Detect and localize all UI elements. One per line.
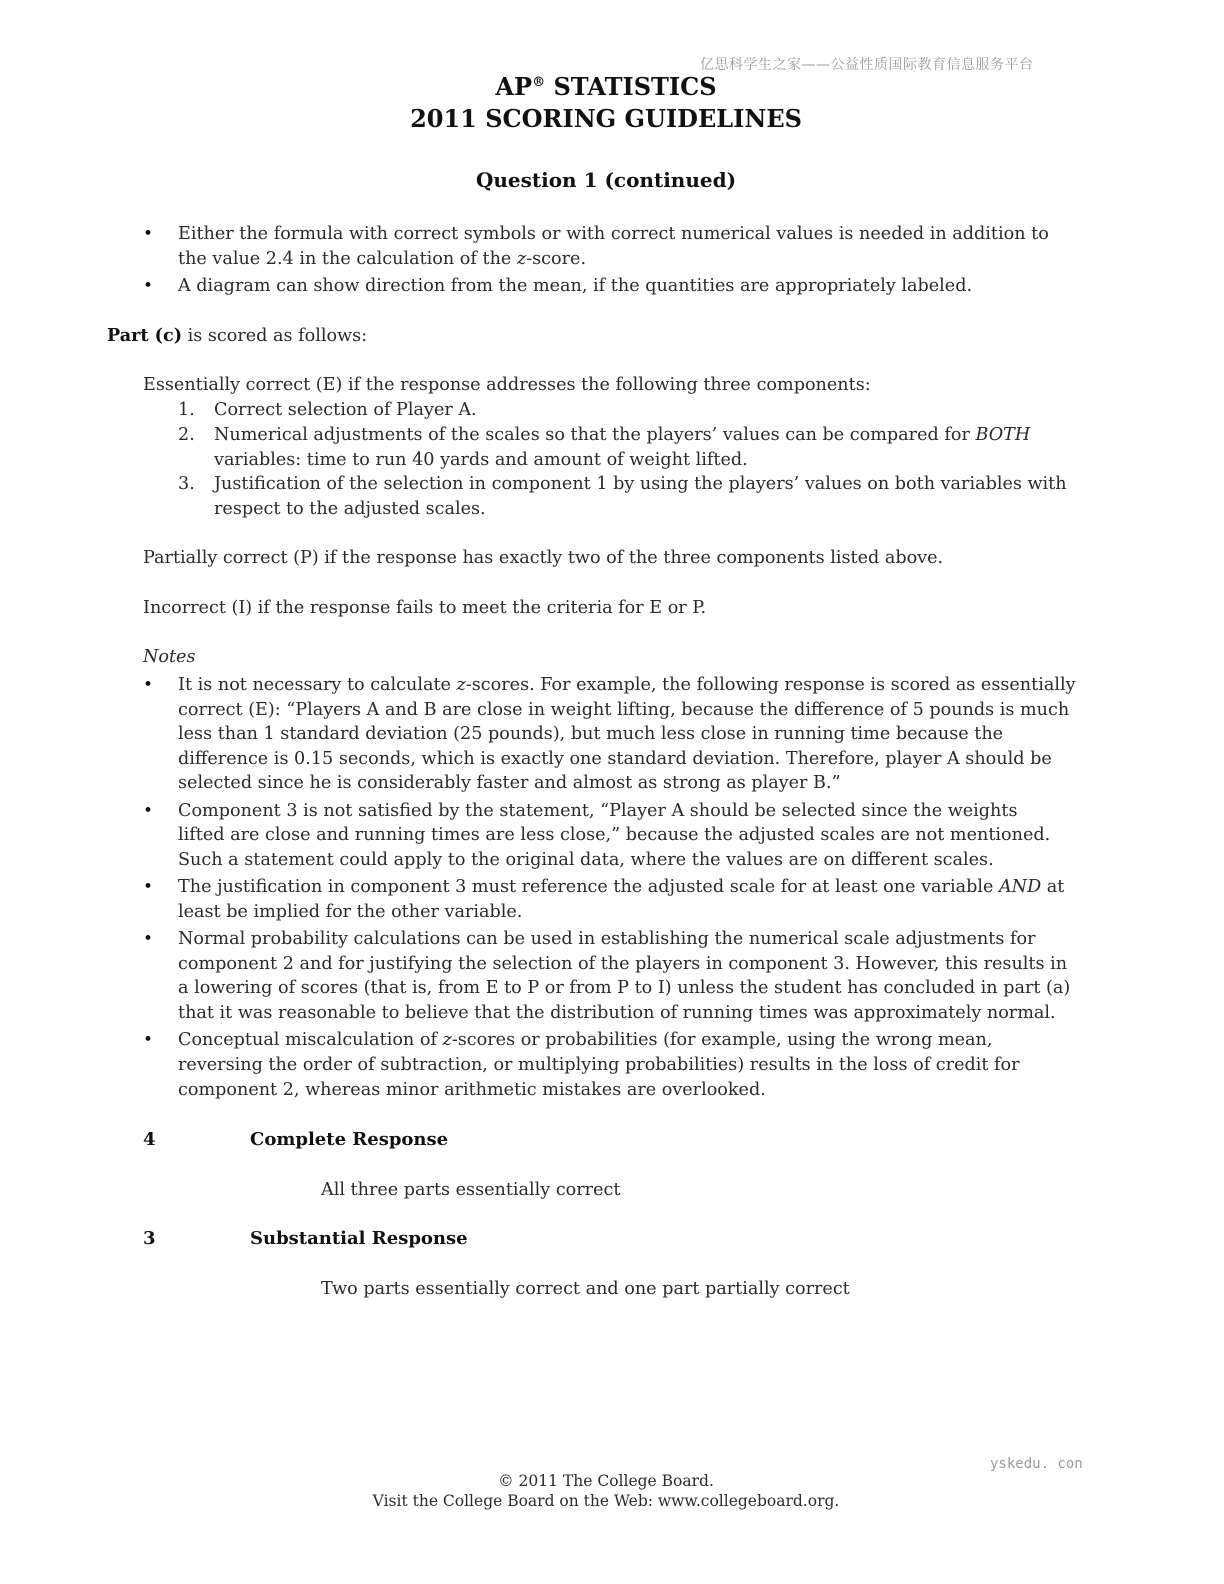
component-1: Correct selection of Player A. (214, 400, 477, 420)
notes-heading: Notes (143, 647, 196, 667)
note-3-line-1: The justification in component 3 must reference the adjusted scale for at least one variable AND at (178, 877, 1065, 897)
watermark-top: 亿思科学生之家——公益性质国际教育信息服务平台 (700, 57, 1034, 73)
footer-website: Visit the College Board on the Web: www.collegeboard.org. (372, 1492, 840, 1510)
score-description: Two parts essentially correct and one part partially correct (321, 1279, 850, 1299)
component-number: 3. (178, 474, 195, 494)
question-title: Question 1 (continued) (475, 168, 737, 192)
top-bullet-2: A diagram can show direction from the mean, if the quantities are appropriately labeled. (178, 276, 973, 296)
note-2-line-1: Component 3 is not satisfied by the statement, “Player A should be selected since the weights (178, 801, 1018, 821)
component-2-line-2: variables: time to run 40 yards and amount of weight lifted. (214, 450, 748, 470)
note-2-line-3: Such a statement could apply to the original data, where the values are on different scales. (178, 850, 994, 870)
note-1-line-1: It is not necessary to calculate z-scores. For example, the following response is scored as essentially (178, 675, 1076, 695)
component-number: 1. (178, 400, 195, 420)
part-c-heading: Part (c) is scored as follows: (107, 325, 368, 346)
bullet-marker: • (143, 675, 154, 695)
watermark-bottom: yskedu. con (990, 1456, 1083, 1472)
component-3-line-2: respect to the adjusted scales. (214, 499, 486, 519)
note-2-line-2: lifted are close and running times are less close,” because the adjusted scales are not mentioned. (178, 825, 1051, 845)
bullet-marker: • (143, 929, 154, 949)
partially-correct-criteria: Partially correct (P) if the response has exactly two of the three components listed above. (143, 548, 944, 568)
note-1-line-5: selected since he is considerably faster and almost as strong as player B.” (178, 773, 841, 793)
top-bullet-1-line-2: the value 2.4 in the calculation of the z-score. (178, 249, 587, 269)
top-bullet-1-line-1: Either the formula with correct symbols or with correct numerical values is needed in addition to (178, 224, 1049, 244)
note-1-line-4: difference is 0.15 seconds, which is exactly one standard deviation. Therefore, player A should be (178, 749, 1052, 769)
score-title: Complete Response (250, 1129, 449, 1150)
score-number: 4 (143, 1129, 156, 1150)
bullet-marker: • (143, 801, 154, 821)
bullet-marker: • (143, 877, 154, 897)
note-4-line-1: Normal probability calculations can be used in establishing the numerical scale adjustments for (178, 929, 1036, 949)
incorrect-criteria: Incorrect (I) if the response fails to meet the criteria for E or P. (143, 598, 707, 618)
page-title: AP® STATISTICS (495, 72, 717, 101)
note-3-line-2: least be implied for the other variable. (178, 902, 523, 922)
note-4-line-3: a lowering of scores (that is, from E to P or from P to I) unless the student has concluded in part (a) (178, 978, 1071, 998)
score-number: 3 (143, 1228, 156, 1249)
note-4-line-2: component 2 and for justifying the selection of the players in component 3. However, this results in (178, 954, 1068, 974)
bullet-marker: • (143, 224, 154, 244)
essentially-correct-criteria: Essentially correct (E) if the response addresses the following three components: (143, 375, 871, 395)
component-number: 2. (178, 425, 195, 445)
bullet-marker: • (143, 276, 154, 296)
note-5-line-1: Conceptual miscalculation of z-scores or probabilities (for example, using the wrong mean, (178, 1030, 993, 1050)
note-5-line-3: component 2, whereas minor arithmetic mistakes are overlooked. (178, 1080, 766, 1100)
note-1-line-2: correct (E): “Players A and B are close in weight lifting, because the difference of 5 pounds is much (178, 700, 1070, 720)
score-title: Substantial Response (250, 1228, 468, 1249)
note-4-line-4: that it was reasonable to believe that the distribution of running times was approximately normal. (178, 1003, 1056, 1023)
footer-copyright: © 2011 The College Board. (498, 1472, 714, 1490)
bullet-marker: • (143, 1030, 154, 1050)
component-2-line-1: Numerical adjustments of the scales so that the players’ values can be compared for BOTH (214, 425, 1031, 445)
page-subtitle: 2011 SCORING GUIDELINES (410, 104, 802, 133)
note-5-line-2: reversing the order of subtraction, or multiplying probabilities) results in the loss of credit for (178, 1055, 1020, 1075)
component-3-line-1: Justification of the selection in component 1 by using the players’ values on both variables with (214, 474, 1067, 494)
score-description: All three parts essentially correct (321, 1180, 621, 1200)
note-1-line-3: less than 1 standard deviation (25 pounds), but much less close in running time because the (178, 724, 1004, 744)
